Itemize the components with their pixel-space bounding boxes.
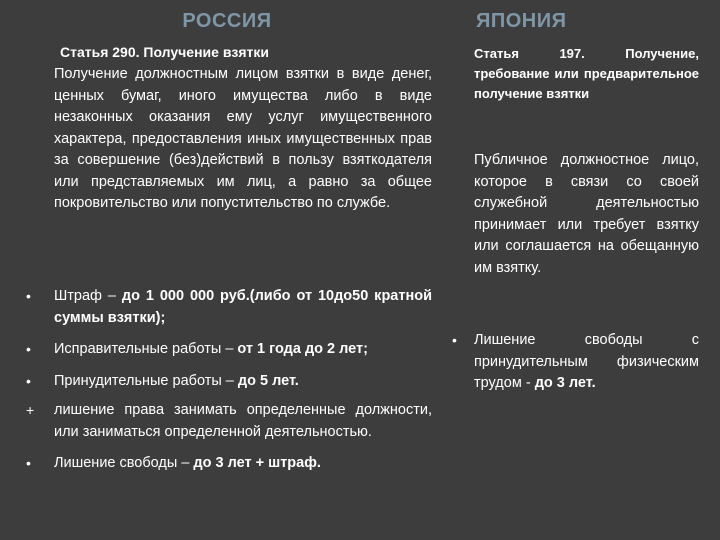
penalty-text: Штраф – <box>54 288 122 304</box>
bullet-mark: • <box>26 341 31 357</box>
russia-penalties-list <box>22 286 432 485</box>
bullet-mark: • <box>26 288 31 304</box>
penalty-amount: до 3 лет + штраф. <box>193 455 321 471</box>
penalty-amount: от 1 года до 2 лет; <box>237 341 368 357</box>
penalty-text: Принудительные работы – <box>54 372 238 389</box>
penalty-amount: до 1 000 000 руб.(либо от 10до50 кратной суммы взятки); <box>54 288 432 326</box>
penalty-text: Лишение свободы – <box>54 455 194 471</box>
penalty-amount: до 5 лет. <box>237 372 299 389</box>
list-item <box>452 330 699 395</box>
list-item <box>22 286 432 329</box>
japan-article-title: Статья 197. Получение, требование или предварительное получение взятки <box>474 46 699 101</box>
bullet-mark: • <box>26 455 31 471</box>
russia-article-title: Статья 290. Получение взятки <box>60 44 270 60</box>
list-item <box>22 339 432 361</box>
bullet-mark: • <box>26 372 31 389</box>
penalty-text: лишение права занимать определенные должности, или заниматься определенной деятельностью. <box>54 402 432 440</box>
penalty-text: Исправительные работы – <box>54 341 238 357</box>
japan-heading: ЯПОНИЯ <box>476 10 567 32</box>
japan-description: Публичное должностное лицо, которое в связи со своей служебной деятельностью принимает или требует взятку или соглашается на обещанную им взятку. <box>474 152 699 276</box>
penalty-amount: до 3 лет. <box>534 375 596 391</box>
plus-mark: + <box>26 402 35 418</box>
russia-heading: РОССИЯ <box>182 10 272 32</box>
list-item <box>22 371 432 393</box>
russia-description: Получение должностным лицом взятки в виде денег, ценных бумаг, иного имущества либо в виде незаконных оказания ему услуг имущественного характера, предоставления иных имущественных прав за совершение (без)действий в пользу взяткодателя или представляемых им лиц, а равно за общее покровительство или попустительство по службе. <box>54 66 432 211</box>
bullet-mark: • <box>452 332 457 348</box>
list-item <box>22 453 432 475</box>
penalty-text: Лишение свободы с принудительным физическим трудом - <box>474 332 699 391</box>
list-item <box>22 400 432 443</box>
